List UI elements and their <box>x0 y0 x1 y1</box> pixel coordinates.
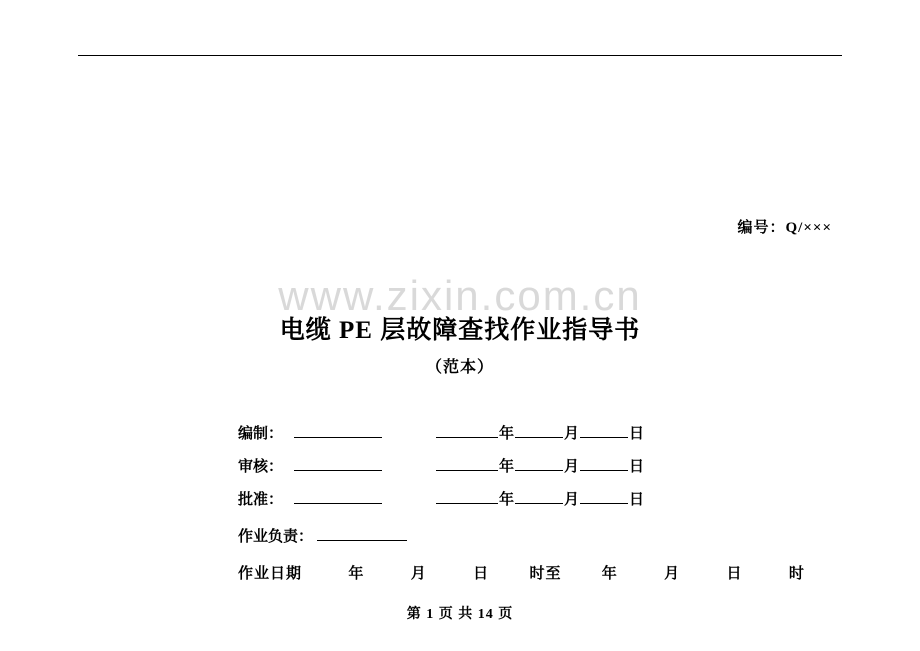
work-date-end-month-unit: 月 <box>664 565 681 582</box>
signature-row-compile <box>238 422 758 455</box>
date-month-unit-approve: 月 <box>564 491 580 508</box>
document-number: 编号：Q/××× <box>737 220 832 236</box>
work-date-end-hour-unit: 时 <box>788 565 805 582</box>
date-day-unit-review: 日 <box>629 458 645 475</box>
date-year-unit-review: 年 <box>499 458 515 475</box>
work-date-row <box>238 562 805 583</box>
watermark-text: www.zixin.com.cn <box>278 272 642 319</box>
date-year-input-approve[interactable] <box>436 489 498 504</box>
work-date-month-unit: 月 <box>410 565 427 582</box>
date-year-unit-compile: 年 <box>499 425 515 442</box>
date-month-unit-review: 月 <box>564 458 580 475</box>
header-divider <box>78 55 842 56</box>
date-year-unit-approve: 年 <box>499 491 515 508</box>
signature-input-review[interactable] <box>294 456 382 471</box>
work-date-end-day-unit: 日 <box>726 565 743 582</box>
work-date-label: 作业日期 <box>238 565 303 582</box>
signature-input-approve[interactable] <box>294 489 382 504</box>
signature-label-approve: 批准： <box>238 491 284 508</box>
signature-block <box>238 422 758 521</box>
page-footer: 第 1 页 共 14 页 <box>406 607 514 622</box>
signature-date-compile <box>436 422 645 443</box>
date-day-input-approve[interactable] <box>580 489 628 504</box>
work-date-day-unit: 日 <box>473 565 490 582</box>
date-month-unit-compile: 月 <box>564 425 580 442</box>
date-day-input-review[interactable] <box>580 456 628 471</box>
date-year-input-review[interactable] <box>436 456 498 471</box>
signature-date-approve <box>436 488 645 509</box>
work-owner-input[interactable] <box>317 526 407 541</box>
work-date-end-year-unit: 年 <box>601 565 618 582</box>
date-day-input-compile[interactable] <box>580 423 628 438</box>
work-owner-label: 作业负责： <box>238 528 314 545</box>
date-month-input-approve[interactable] <box>515 489 563 504</box>
signature-row-approve <box>238 488 758 521</box>
work-date-year-unit: 年 <box>348 565 365 582</box>
signature-label-review: 审核： <box>238 458 284 475</box>
signature-input-compile[interactable] <box>294 423 382 438</box>
date-month-input-compile[interactable] <box>515 423 563 438</box>
work-date-hour-to: 时至 <box>529 565 562 582</box>
signature-label-compile: 编制： <box>238 425 284 442</box>
date-day-unit-compile: 日 <box>629 425 645 442</box>
signature-date-review <box>436 455 645 476</box>
date-year-input-compile[interactable] <box>436 423 498 438</box>
date-month-input-review[interactable] <box>515 456 563 471</box>
page-subtitle: （范本） <box>425 359 494 376</box>
date-day-unit-approve: 日 <box>629 491 645 508</box>
signature-row-review <box>238 455 758 488</box>
work-owner-row <box>238 525 407 546</box>
page-title: 电缆 PE 层故障查找作业指导书 <box>279 317 641 344</box>
